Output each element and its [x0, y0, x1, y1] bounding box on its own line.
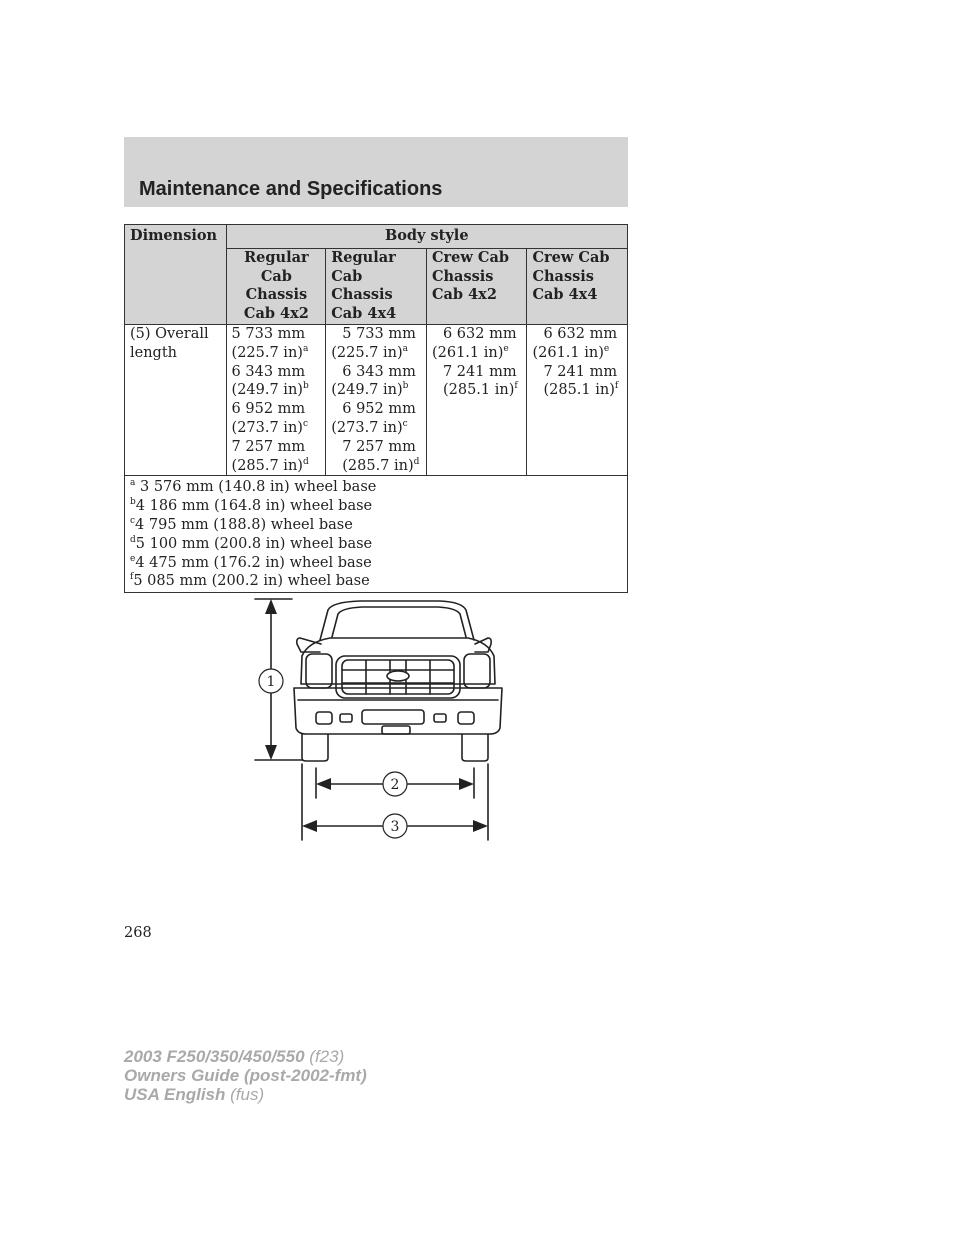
footnote-text: 5 100 mm (200.8 in) wheel base [135, 535, 373, 552]
dimensions-table [124, 224, 628, 593]
col-header-line: Chassis [431, 267, 494, 285]
value-in-text: (273.7 in) [231, 419, 303, 436]
callout-3-label: 3 [390, 819, 400, 835]
col-header-line: Crew Cab [431, 248, 509, 266]
value-in [432, 381, 523, 400]
footnote-ref: a [402, 343, 409, 354]
value-in-text: (261.1 in) [431, 344, 504, 361]
footnote [130, 535, 622, 554]
body-style-header: Body style [226, 225, 627, 249]
page-number: 268 [124, 925, 152, 941]
row-label [125, 324, 227, 475]
footnote [130, 554, 622, 573]
footnote-mark: c [130, 515, 136, 526]
document-footer [124, 1047, 367, 1104]
table-footnotes-row [125, 476, 628, 593]
footnote [130, 516, 622, 535]
value-in [232, 344, 322, 363]
footer-line-3 [124, 1085, 367, 1104]
value-in [331, 419, 422, 438]
value-in-text: (249.7 in) [331, 382, 403, 399]
footnote-mark: b [130, 497, 136, 508]
footer-language: USA English [124, 1085, 226, 1104]
cell-regular-4x2 [226, 324, 326, 475]
value-mm: 6 632 mm [543, 325, 618, 342]
footer-language-code: (fus) [230, 1085, 265, 1104]
footer-line-1 [124, 1047, 367, 1066]
dimension-header: Dimension [125, 225, 227, 325]
value-mm: 6 632 mm [442, 325, 517, 342]
footnote [130, 497, 622, 516]
footnotes-cell [125, 476, 628, 593]
col-header-line: Cab [331, 267, 363, 285]
footnote-text: 5 085 mm (200.2 in) wheel base [133, 573, 370, 590]
footer-model: 2003 F250/350/450/550 [124, 1047, 305, 1066]
value-in [432, 344, 523, 363]
footer-guide: Owners Guide (post-2002-fmt) [124, 1066, 367, 1085]
value-in-text: (225.7 in) [331, 344, 403, 361]
value-mm: 7 241 mm [543, 363, 618, 380]
table-row-overall-length [125, 324, 628, 475]
row-label-line: (5) Overall [130, 325, 209, 342]
col-header-line: Cab 4x4 [532, 286, 598, 304]
callout-1-label: 1 [266, 674, 276, 690]
footnote-text: 4 475 mm (176.2 in) wheel base [135, 554, 372, 571]
col-header-regular-4x4 [326, 248, 427, 324]
footnote-ref: f [614, 381, 619, 392]
col-header-line: Regular [244, 248, 309, 266]
cell-crew-4x2 [426, 324, 527, 475]
col-header-line: Cab 4x2 [431, 286, 497, 304]
col-header-line: Chassis [245, 286, 308, 304]
footer-model-code: (f23) [309, 1047, 345, 1066]
col-header-line: Chassis [331, 286, 393, 304]
col-header-line: Cab 4x4 [331, 305, 397, 323]
value-in [532, 381, 623, 400]
cell-crew-4x4 [527, 324, 628, 475]
value-in-text: (225.7 in) [231, 344, 303, 361]
col-header-line: Crew Cab [532, 248, 610, 266]
footnote-mark: a [130, 478, 136, 489]
footnote-ref: d [302, 456, 309, 467]
value-in-text: (273.7 in) [331, 419, 403, 436]
footnote-ref: d [413, 456, 420, 467]
value-mm: 6 343 mm [231, 363, 306, 380]
footnote-mark: f [130, 572, 134, 583]
footnote-ref: c [302, 418, 308, 429]
footnote-text: 3 576 mm (140.8 in) wheel base [139, 479, 377, 496]
value-in [331, 344, 422, 363]
value-in [532, 344, 623, 363]
footnote-ref: f [514, 381, 518, 392]
col-header-line: Regular [331, 248, 396, 266]
col-header-line: Cab [260, 267, 292, 285]
footnote-mark: d [130, 534, 136, 545]
cell-regular-4x4 [326, 324, 427, 475]
col-header-crew-4x4 [527, 248, 628, 324]
value-mm: 7 257 mm [342, 438, 416, 455]
col-header-line: Cab 4x2 [243, 305, 309, 323]
col-header-line: Chassis [532, 267, 594, 285]
truck-front-dimension-diagram [250, 592, 510, 847]
value-mm: 6 952 mm [342, 401, 416, 418]
value-in-text: (285.7 in) [231, 457, 303, 474]
footnote-mark: e [130, 553, 136, 564]
footnote [130, 572, 622, 591]
value-mm: 5 733 mm [231, 325, 306, 342]
section-header-band [124, 137, 628, 207]
footnote-ref: b [302, 381, 309, 392]
value-in [232, 381, 322, 400]
value-in [331, 457, 422, 476]
callout-2-label: 2 [390, 777, 400, 793]
value-mm: 7 257 mm [231, 438, 306, 455]
footnote-ref: e [603, 343, 610, 354]
value-in [331, 381, 422, 400]
value-mm: 6 343 mm [342, 363, 416, 380]
value-in-text: (261.1 in) [532, 344, 604, 361]
col-header-crew-4x2 [426, 248, 527, 324]
footnote-ref: a [302, 343, 309, 354]
value-mm: 7 241 mm [442, 363, 517, 380]
table-header-row [125, 225, 628, 249]
footnote-ref: e [503, 343, 509, 354]
value-mm: 6 952 mm [231, 401, 306, 418]
row-label-line: length [130, 344, 178, 361]
footer-line-2 [124, 1066, 367, 1085]
value-in [232, 419, 322, 438]
col-header-regular-4x2 [226, 248, 326, 324]
footnote-ref: c [402, 418, 408, 429]
value-in-text: (285.1 in) [543, 382, 615, 399]
section-title: Maintenance and Specifications [139, 178, 443, 200]
footnote [130, 478, 622, 497]
value-mm: 5 733 mm [342, 325, 416, 342]
value-in [232, 457, 322, 476]
footnote-text: 4 186 mm (164.8 in) wheel base [135, 498, 373, 515]
footnote-text: 4 795 mm (188.8) wheel base [135, 516, 353, 533]
value-in-text: (249.7 in) [231, 382, 303, 399]
value-in-text: (285.7 in) [342, 457, 414, 474]
value-in-text: (285.1 in) [442, 382, 515, 399]
footnote-ref: b [402, 381, 409, 392]
